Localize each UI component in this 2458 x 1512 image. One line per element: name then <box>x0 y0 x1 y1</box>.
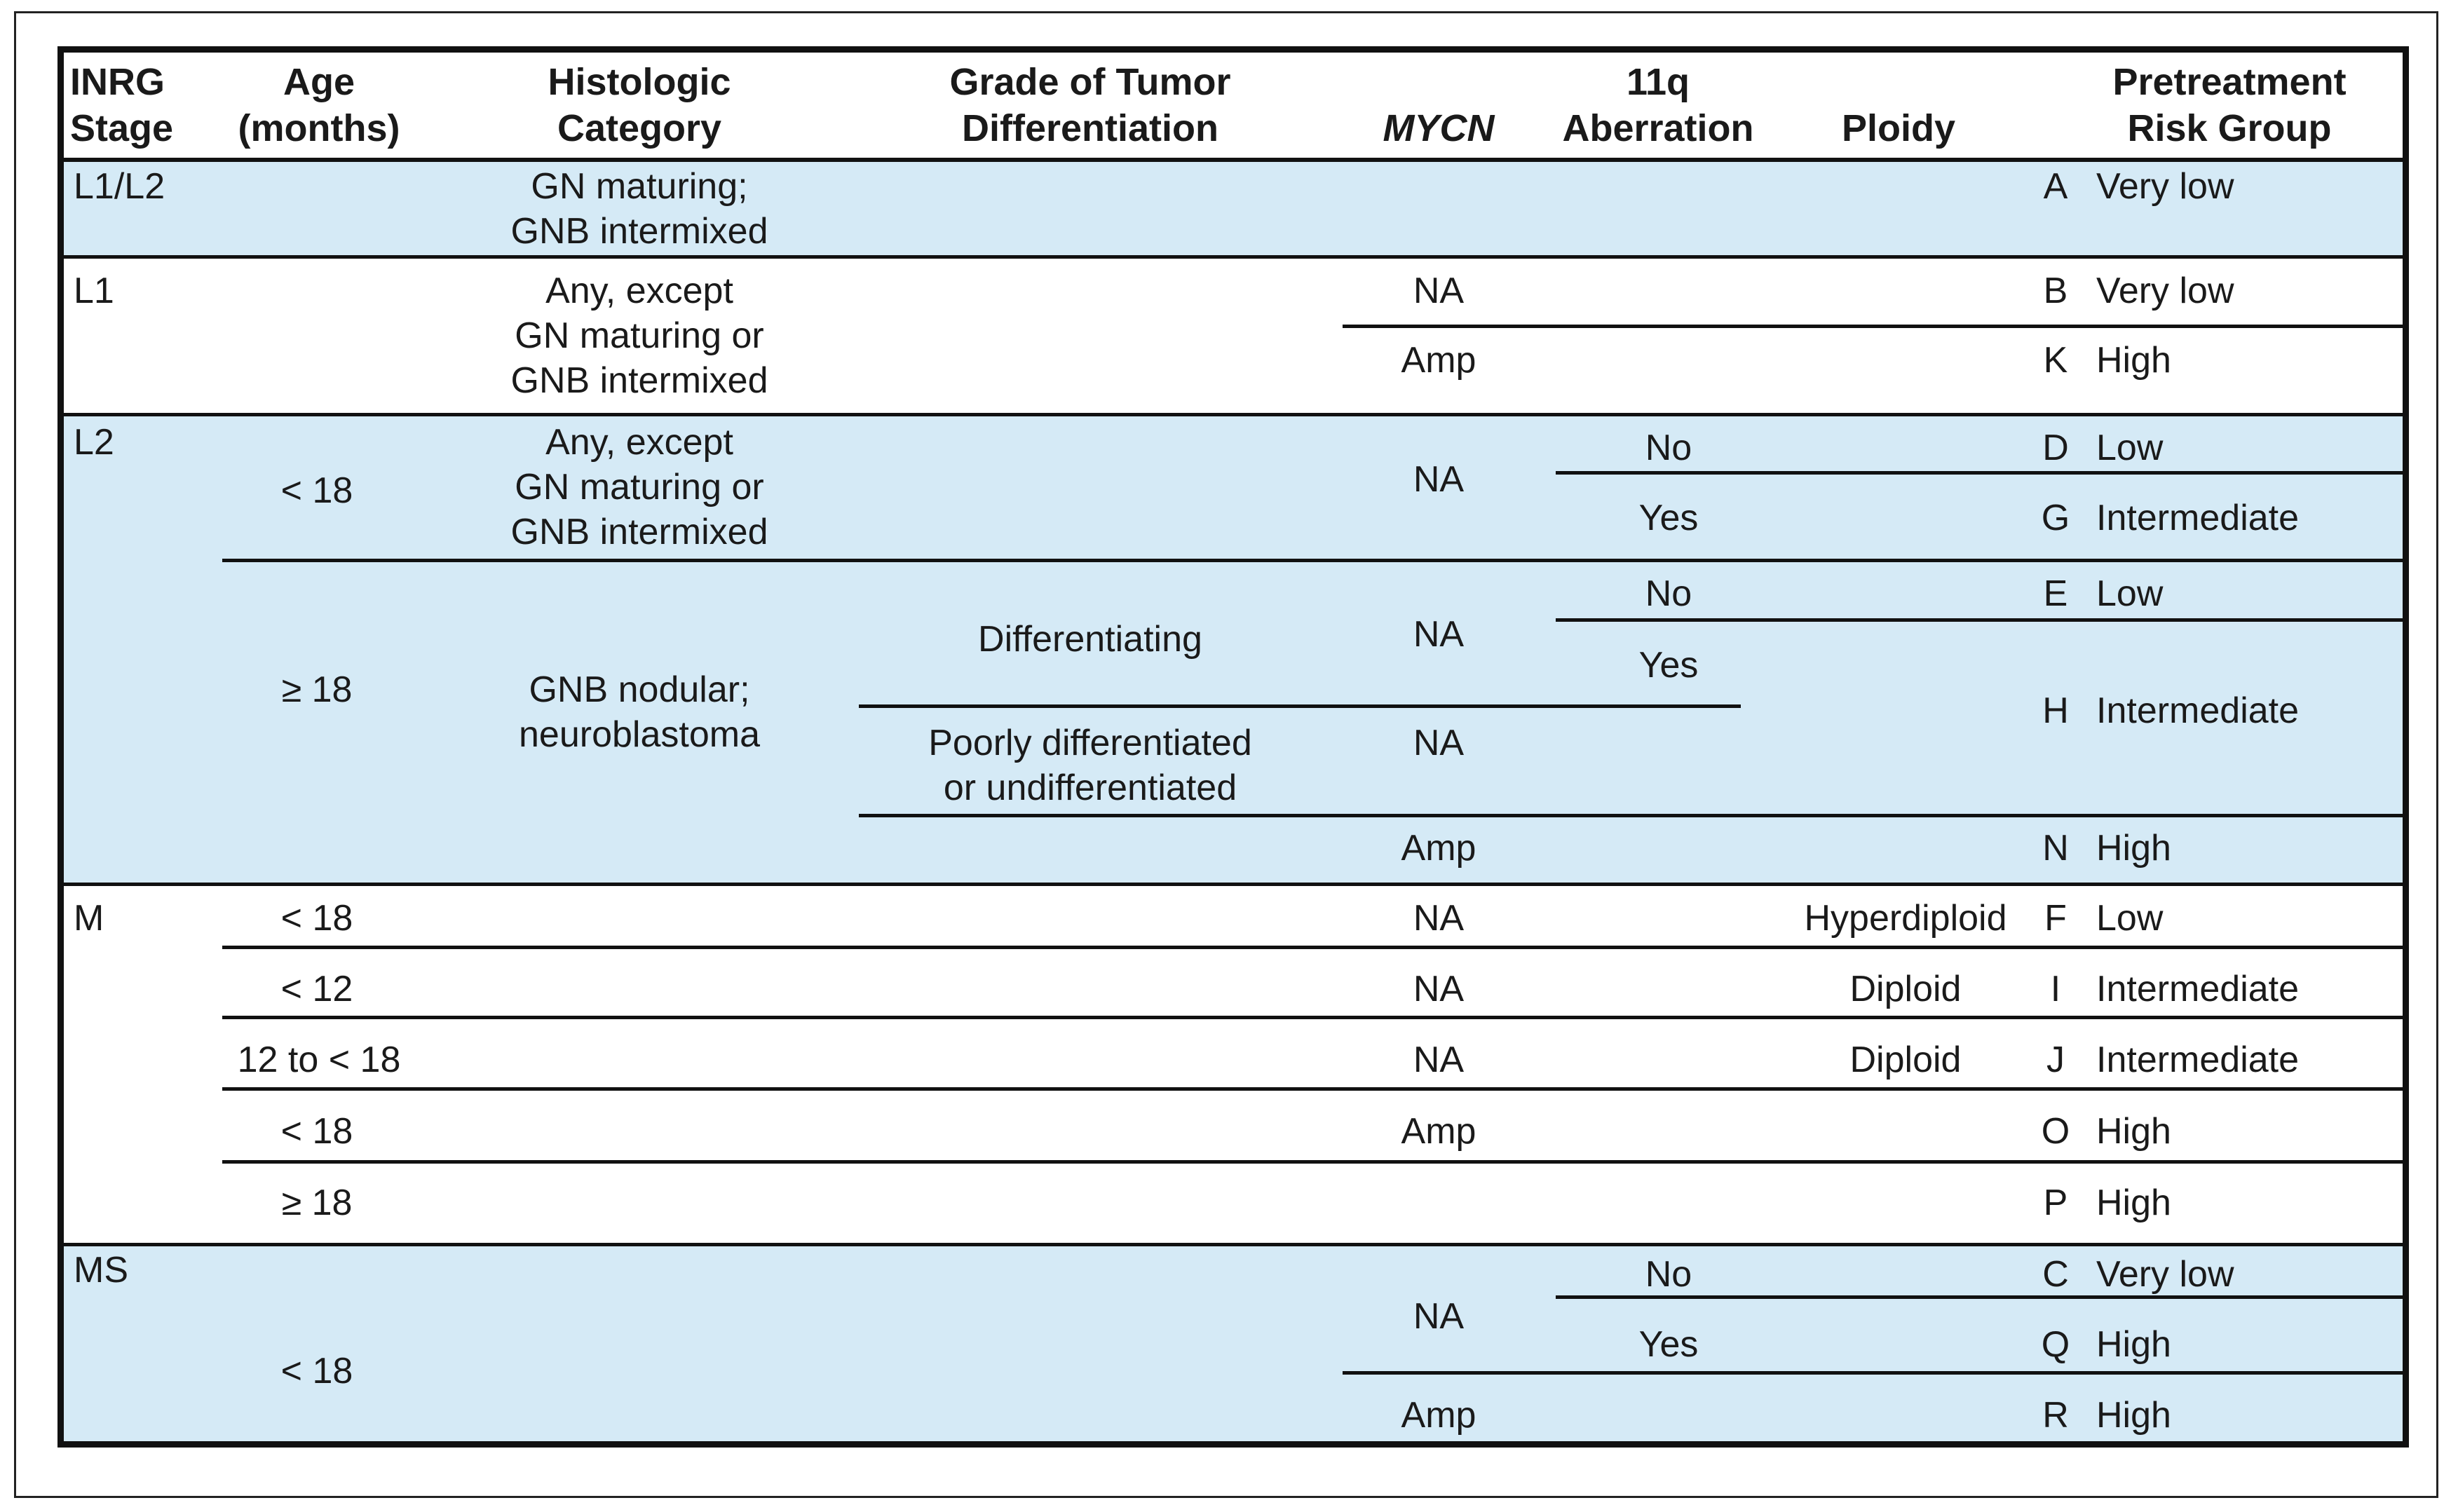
risk-group: Low <box>2096 428 2164 468</box>
aberration-ms-yes: Yes <box>1638 1324 1699 1365</box>
mycn-l1-amp: Amp <box>1401 340 1476 381</box>
risk-letter: E <box>2043 573 2068 614</box>
risk-letter: O <box>2041 1111 2070 1152</box>
risk-letter: G <box>2041 498 2070 538</box>
age-m-lt12: < 12 <box>280 969 353 1009</box>
aberration-ms-no: No <box>1645 1254 1692 1295</box>
risk-group: High <box>2096 1395 2171 1436</box>
mycn-m-j: NA <box>1413 1040 1465 1080</box>
risk-group: Intermediate <box>2096 1040 2300 1080</box>
stage-l1: L1 <box>74 271 114 311</box>
risk-letter: Q <box>2041 1324 2070 1365</box>
risk-letter: F <box>2044 898 2067 939</box>
mycn-l2-poor-na: NA <box>1413 723 1465 763</box>
age-m-12to18: 12 to < 18 <box>237 1040 401 1080</box>
risk-group: Very low <box>2096 166 2234 207</box>
age-l2-lt18: < 18 <box>280 470 353 511</box>
age-ms-lt18: < 18 <box>280 1351 353 1391</box>
risk-group: Low <box>2096 898 2164 939</box>
risk-group: High <box>2096 1111 2171 1152</box>
header-ploidy: Ploidy <box>1841 107 1956 149</box>
risk-letter: A <box>2043 166 2068 207</box>
risk-letter: J <box>2046 1040 2065 1080</box>
stage-l2: L2 <box>74 422 114 463</box>
risk-group: Low <box>2096 573 2164 614</box>
risk-group: High <box>2096 1324 2171 1365</box>
header-age: Age (months) <box>238 61 400 149</box>
risk-group: Intermediate <box>2096 969 2300 1009</box>
risk-letter: K <box>2043 340 2068 381</box>
age-m-ge18: ≥ 18 <box>281 1183 353 1223</box>
mycn-l2-amp: Amp <box>1401 828 1476 869</box>
aberration-l2e-no: No <box>1645 573 1692 614</box>
risk-group: High <box>2096 1183 2171 1223</box>
aberration-l2h-yes: Yes <box>1638 645 1699 686</box>
risk-letter: P <box>2043 1183 2068 1223</box>
risk-group: Very low <box>2096 271 2234 311</box>
mycn-l2-diff-na: NA <box>1413 614 1465 655</box>
header-mycn: MYCN <box>1383 107 1495 149</box>
stage-m: M <box>74 898 104 939</box>
histology-l1: Any, except GN maturing or GNB intermixed <box>510 271 768 401</box>
risk-group: Very low <box>2096 1254 2234 1295</box>
header-11q: 11q Aberration <box>1562 61 1754 149</box>
mycn-m-i: NA <box>1413 969 1465 1009</box>
ploidy-j: Diploid <box>1849 1040 1962 1080</box>
mycn-m-o: Amp <box>1401 1111 1476 1152</box>
risk-letter: C <box>2042 1254 2069 1295</box>
header-grade: Grade of Tumor Differentiation <box>949 61 1231 149</box>
histology-l2-nodular: GNB nodular; neuroblastoma <box>519 669 760 755</box>
stage-ms: MS <box>74 1250 128 1290</box>
age-l2-ge18: ≥ 18 <box>281 669 353 710</box>
grade-differentiating: Differentiating <box>978 619 1202 660</box>
grade-poorly: Poorly differentiated or undifferentiated <box>928 723 1252 808</box>
header-histology: Histologic Category <box>548 61 731 149</box>
mycn-m-f: NA <box>1413 898 1465 939</box>
histology-l1l2: GN maturing; GNB intermixed <box>510 166 768 252</box>
aberration-l2-yes: Yes <box>1638 498 1699 538</box>
header-stage: INRG Stage <box>70 61 174 149</box>
mycn-ms-na: NA <box>1413 1296 1465 1337</box>
risk-letter: B <box>2043 271 2068 311</box>
aberration-l2-no: No <box>1645 428 1692 468</box>
age-m-lt18: < 18 <box>280 898 353 939</box>
histology-l2: Any, except GN maturing or GNB intermixed <box>510 422 768 552</box>
risk-letter: I <box>2050 969 2061 1009</box>
mycn-l2-na: NA <box>1413 459 1465 500</box>
risk-letter: R <box>2042 1395 2069 1436</box>
mycn-ms-amp: Amp <box>1401 1395 1476 1436</box>
risk-group: Intermediate <box>2096 498 2300 538</box>
risk-letter: N <box>2042 828 2069 869</box>
mycn-l1-na: NA <box>1413 271 1465 311</box>
risk-letter: H <box>2042 690 2069 731</box>
risk-group: Intermediate <box>2096 690 2300 731</box>
stage-l1l2: L1/L2 <box>74 166 165 207</box>
risk-group: High <box>2096 828 2171 869</box>
ploidy-f: Hyperdiploid <box>1804 898 2007 939</box>
header-risk: Pretreatment Risk Group <box>2112 61 2347 149</box>
ploidy-i: Diploid <box>1849 969 1962 1009</box>
risk-group: High <box>2096 340 2171 381</box>
age-m-lt18-amp: < 18 <box>280 1111 353 1152</box>
risk-letter: D <box>2042 428 2069 468</box>
